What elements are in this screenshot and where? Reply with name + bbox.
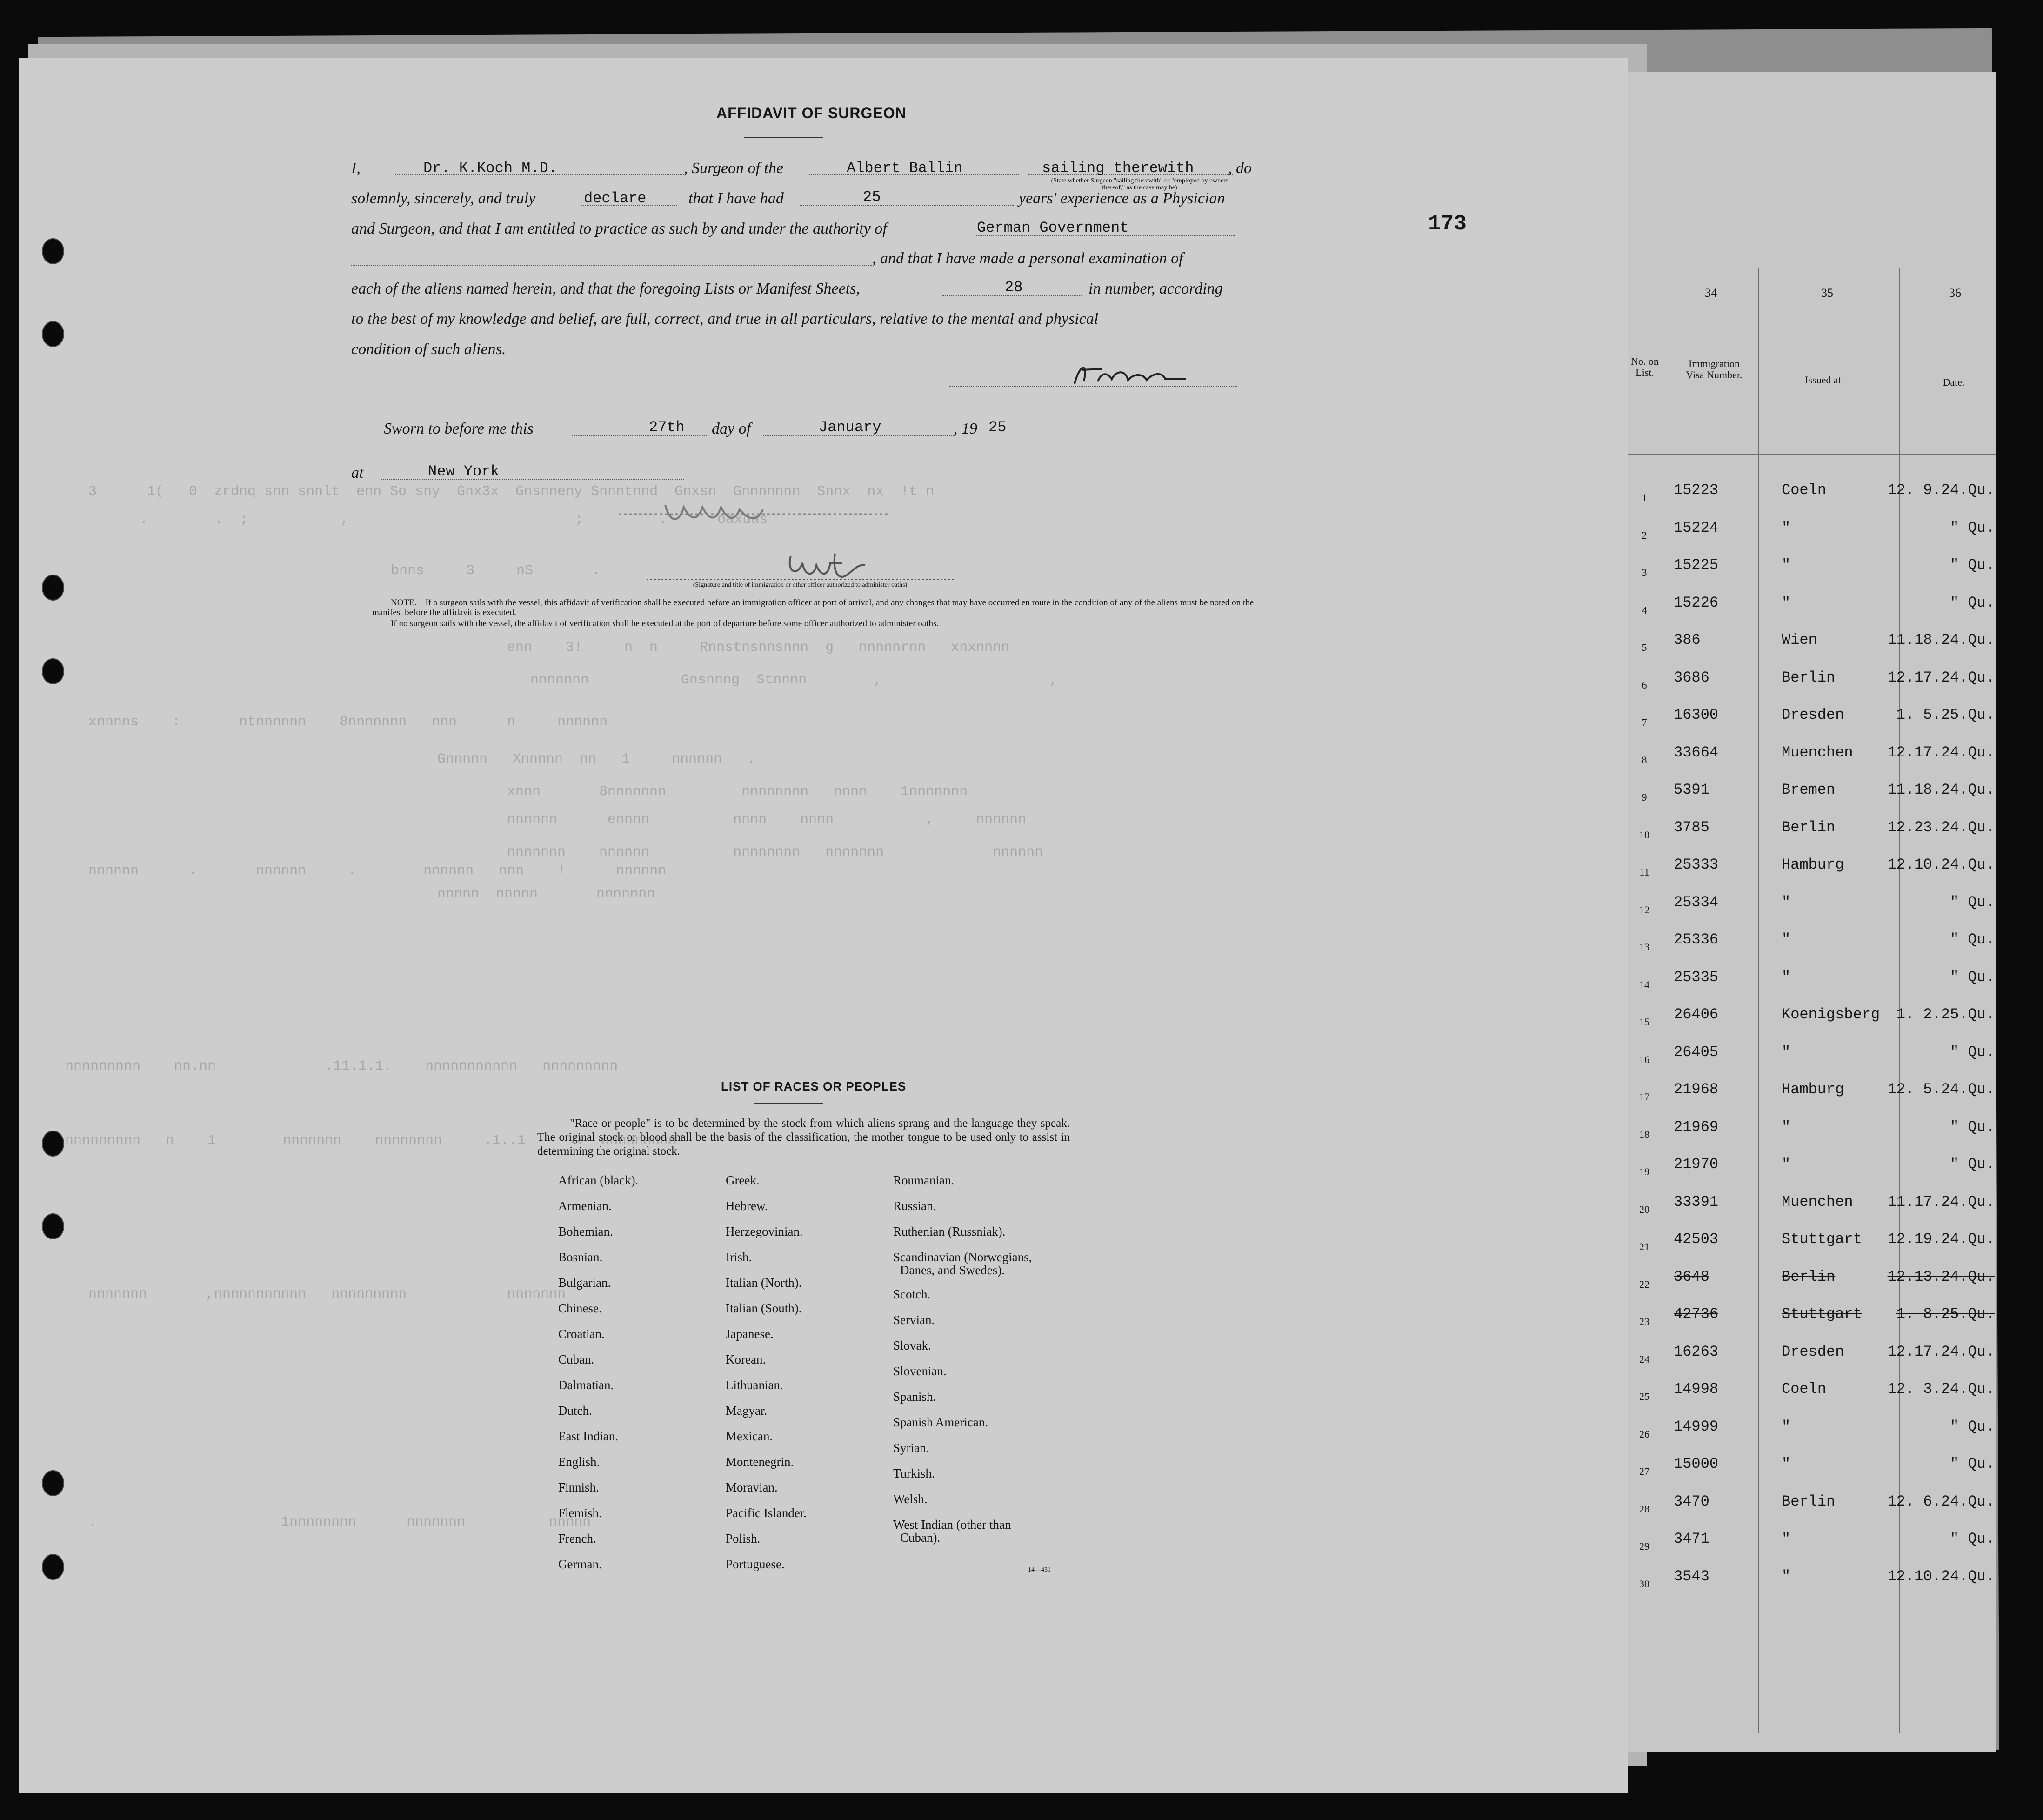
race-item: Scotch.: [893, 1287, 931, 1301]
row-number: 6: [1642, 679, 1647, 691]
visa-number: 3648: [1674, 1268, 1709, 1285]
table-row: [1628, 706, 1996, 734]
visa-table-page: [1628, 72, 1996, 1752]
table-row: [1628, 856, 1996, 884]
text-do: , do: [1228, 160, 1252, 177]
issue-date: " Qu.: [1950, 968, 1995, 986]
race-item: Scandinavian (Norwegians,: [893, 1250, 1032, 1264]
race-item: Slovak.: [893, 1338, 931, 1352]
table-row: [1628, 1118, 1996, 1146]
table-row: [1628, 556, 1996, 584]
table-row: [1628, 482, 1996, 509]
header-visa-number: Immigration Visa Number.: [1686, 358, 1743, 381]
issue-date: 12.17.24.Qu.: [1887, 669, 1995, 686]
table-row: [1628, 744, 1996, 772]
visa-number: 42736: [1674, 1305, 1719, 1323]
table-row: [1628, 519, 1996, 547]
issue-date: 12. 3.24.Qu.: [1887, 1380, 1995, 1398]
issue-date: " Qu.: [1950, 1118, 1995, 1136]
issue-date: " Qu.: [1950, 893, 1995, 911]
visa-number: 15224: [1674, 519, 1719, 536]
race-item: Slovenian.: [893, 1364, 947, 1378]
years-value: 25: [863, 188, 881, 206]
race-item: Bohemian.: [558, 1224, 613, 1238]
visa-number: 386: [1674, 631, 1701, 649]
race-item: Danes, and Swedes).: [900, 1263, 1005, 1277]
race-item: Dalmatian.: [558, 1378, 614, 1392]
visa-number: 16300: [1674, 706, 1719, 723]
text-each-of-aliens: each of the aliens named herein, and that the foregoing Lists or Manifest Sheets,: [351, 280, 860, 297]
issue-date: 12.17.24.Qu.: [1887, 1343, 1995, 1360]
text-and-surgeon: and Surgeon, and that I am entitled to practice as such by and under the authority of: [351, 220, 887, 237]
column-number-35: 35: [1821, 286, 1833, 300]
race-item: West Indian (other than: [893, 1518, 1011, 1532]
day-line: [572, 435, 707, 436]
race-item: Hebrew.: [726, 1199, 768, 1213]
sworn-day: 27th: [649, 419, 685, 436]
visa-number: 42503: [1674, 1231, 1719, 1248]
visa-number: 26406: [1674, 1006, 1719, 1023]
race-item: English.: [558, 1455, 600, 1469]
binder-hole: [42, 658, 64, 684]
visa-number: 5391: [1674, 781, 1709, 798]
visa-number: 14999: [1674, 1418, 1719, 1435]
issue-date: 12. 6.24.Qu.: [1887, 1492, 1995, 1510]
issued-at: ": [1782, 931, 1791, 948]
text-solemnly: solemnly, sincerely, and truly: [351, 190, 536, 207]
row-number: 10: [1639, 829, 1649, 841]
table-row: [1628, 1231, 1996, 1258]
visa-number: 15226: [1674, 594, 1719, 611]
visa-number: 21968: [1674, 1081, 1719, 1098]
table-row: [1628, 1493, 1996, 1521]
sheets-value: 28: [1005, 279, 1023, 296]
race-item: Flemish.: [558, 1506, 602, 1520]
sailing-note: (State whether Surgeon "sailing therewith" or "employed by owners thereof," as the case may be): [1051, 177, 1228, 191]
text-i: I,: [351, 160, 361, 177]
races-title: LIST OF RACES OR PEOPLES: [721, 1079, 907, 1093]
race-item: Greek.: [726, 1173, 760, 1187]
page-number: 173: [1428, 212, 1467, 236]
visa-number: 3543: [1674, 1567, 1709, 1585]
issued-at: Hamburg: [1782, 856, 1844, 873]
race-item: Chinese.: [558, 1301, 602, 1315]
visa-number: 25334: [1674, 893, 1719, 911]
binder-hole: [42, 575, 64, 601]
text-surgeon-of-the: , Surgeon of the: [684, 160, 784, 177]
race-item: French.: [558, 1532, 596, 1546]
table-row: [1628, 819, 1996, 847]
issue-date: " Qu.: [1950, 1156, 1995, 1173]
officer-signature-stamp: [609, 495, 898, 533]
race-item: Armenian.: [558, 1199, 612, 1213]
affidavit-note-2: If no surgeon sails with the vessel, the affidavit of verification shall be executed at the port of departure before some officer authorized to administer oaths.: [391, 619, 939, 629]
race-item: Spanish.: [893, 1390, 936, 1404]
visa-number: 21969: [1674, 1118, 1719, 1136]
visa-number: 25335: [1674, 968, 1719, 986]
authority: German Government: [977, 219, 1129, 236]
race-item: Pacific Islander.: [726, 1506, 807, 1520]
affidavit-title: AFFIDAVIT OF SURGEON: [716, 105, 907, 121]
row-number: 8: [1642, 754, 1647, 766]
race-item: Bosnian.: [558, 1250, 603, 1264]
text-in-number: in number, according: [1088, 280, 1223, 297]
header-no-on-list: No. on List.: [1631, 355, 1659, 378]
binder-hole: [42, 1131, 64, 1157]
text-that-i-have-had: that I have had: [688, 190, 784, 207]
issued-at: ": [1782, 1455, 1791, 1472]
issue-date: " Qu.: [1950, 519, 1995, 536]
place-line: [381, 479, 684, 480]
issued-at: Coeln: [1782, 1380, 1827, 1398]
race-item: Herzegovinian.: [726, 1224, 803, 1238]
row-number: 4: [1642, 604, 1647, 616]
visa-number: 14998: [1674, 1380, 1719, 1398]
issue-date: 11.18.24.Qu.: [1887, 781, 1995, 798]
row-number: 1: [1642, 492, 1647, 503]
race-item: German.: [558, 1557, 602, 1571]
issued-at: Berlin: [1782, 818, 1836, 836]
table-row: [1628, 1568, 1996, 1596]
race-item: Lithuanian.: [726, 1378, 783, 1392]
issued-at: Coeln: [1782, 482, 1827, 499]
issued-at: Dresden: [1782, 1343, 1844, 1360]
row-number: 29: [1639, 1540, 1649, 1552]
table-row: [1628, 931, 1996, 959]
table-row: [1628, 1081, 1996, 1109]
table-row: [1628, 1418, 1996, 1446]
issued-at: Bremen: [1782, 781, 1836, 798]
race-item: Korean.: [726, 1352, 766, 1366]
visa-number: 3686: [1674, 669, 1709, 686]
race-item: Syrian.: [893, 1441, 929, 1455]
row-number: 14: [1639, 978, 1649, 990]
table-row: [1628, 1006, 1996, 1034]
row-number: 17: [1639, 1091, 1649, 1103]
table-row: [1628, 781, 1996, 809]
row-number: 25: [1639, 1391, 1649, 1402]
issue-date: 1. 8.25.Qu.: [1896, 1305, 1995, 1323]
table-row: [1628, 969, 1996, 997]
table-row: [1628, 1455, 1996, 1483]
issued-at: Muenchen: [1782, 1193, 1853, 1211]
table-row: [1628, 669, 1996, 697]
visa-number: 15225: [1674, 556, 1719, 574]
issued-at: Stuttgart: [1782, 1231, 1862, 1248]
manifest-page: 3 1( 0 zrdnq snn snnlt enn So sny Gnx3x Gnsnneny Snnntnnd Gnxsn Gnnnnnnn Snnx nx !t n . . ; , ; . oaxuas bnns 3 nS . enn 3! n n Rnnstnsnnsnnn g nnnnnrnn xnxnnnn nnnnnnn Gnsnnng Stnnnn , , xnnnns : ntnnnnnn 8nnnnnnn nnn n nnnnnn Gnnnnn Xnnnnn nn 1 nnnnnn . xnnn 8nnnnnnn nnnnnnnn nnnn 1nnnnnnn nnnnnn ennnn nnnn nnnn , nnnnnn nnnnnnn nnnnnn nnnnnnnn nnnnnnn nnnnnn nnnnnn . nnnnnn . nnnnnn nnn ! nnnnnn nnnnn nnnnn nnnnnnn nnnnnnnnn nn.nn .11.1.1. nnnnnnnnnnn nnnnnnnnn nnnnnnnnn n 1 nnnnnnn nnnnnnnn .1..1 : nnnnnnnnn nnnnnnn ,nnnnnnnnnnn nnnnnnnnn nnnnnnn . 1nnnnnnnn nnnnnnn nnnnn AFFIDAVIT OF SURGEON I, Dr. K.Koch M.D. , Surgeon of the Albert Ballin sailing therewith , do (State whether Surgeon "sailing therewith" or "employed by owners thereof," as the case may be) solemnly, sincerely, and truly declare that I have had 25 years' experience as a Physician and Surgeon, and that I am entitled to practice as such by and under the authority of German Government , and that I have made a personal examination of each of the aliens named herein, and that the foregoing Lists or Manifest Sheets, 28 in number, according to the best of my knowledge and belief, are full, correct, and true in all particulars, relative to the mental and physical condition of such aliens. Sworn to before me this 27th day of January , 19 25 at New York (Signature and title of immigration or other officer authorized to administer oaths) NOTE.—If a surgeon sails with the vessel, this affidavit of verification shall be executed before an immigration officer at port of arrival, and any changes that may have occurred en route in the condition of any of the aliens must be noted on the manifest before the affidavit is executed. If no surgeon sails with the vessel, the affidavit of verification shall be executed at the port of departure before some officer authorized to administer oaths. LIST OF RACES OR PEOPLES "Race or people" is to be determined by the stock from which aliens sprang and the language they speak. The original stock or blood shall be the basis of the classification, the mother tongue to be used only to assist in determining the original stock. African (black). Armenian. Bohemian. Bosnian. Bulgarian. Chinese. Croatian. Cuban. Dalmatian. Dutch. East Indian. English. Finnish. Flemish. French. German. Greek. Hebrew. Herzegovinian. Irish. Italian (North). Italian (South). Japanese. Korean. Lithuanian. Magyar. Mexican. Montenegrin. Moravian. Pacific Islander. Polish. Portuguese. Roumanian. Russian. Ruthenian (Russniak). Scandinavian (Norwegians, Danes, and Swedes). Scotch. Servian. Slovak. Slovenian. Spanish. Spanish American. Syrian. Turkish. Welsh. West Indian (other than Cuban). 14—431 173: [19, 58, 1628, 1793]
row-number: 11: [1639, 866, 1649, 878]
issued-at: Berlin: [1782, 1268, 1836, 1285]
race-item: Russian.: [893, 1199, 936, 1213]
table-row: [1628, 1156, 1996, 1184]
ship-name: Albert Ballin: [847, 160, 963, 177]
visa-number: 15223: [1674, 482, 1719, 499]
declare-word: declare: [584, 190, 647, 207]
race-item: Italian (North).: [726, 1276, 802, 1290]
row-number: 23: [1639, 1316, 1649, 1327]
table-row: [1628, 1305, 1996, 1333]
row-number: 28: [1639, 1503, 1649, 1515]
issue-date: " Qu.: [1950, 1418, 1995, 1435]
issue-date: 11.17.24.Qu.: [1887, 1193, 1995, 1211]
issued-at: ": [1782, 1567, 1791, 1585]
race-item: Croatian.: [558, 1327, 605, 1341]
issued-at: ": [1782, 1118, 1791, 1136]
visa-number: 16263: [1674, 1343, 1719, 1360]
years-line: [800, 205, 1014, 206]
issue-date: " Qu.: [1950, 1530, 1995, 1547]
race-item: Cuban).: [900, 1531, 941, 1545]
race-item: Italian (South).: [726, 1301, 802, 1315]
column-number-34: 34: [1705, 286, 1717, 300]
issued-at: ": [1782, 519, 1791, 536]
text-sworn: Sworn to before me this: [384, 420, 534, 437]
header-issued-at: Issued at—: [1805, 374, 1851, 386]
issue-date: " Qu.: [1950, 931, 1995, 948]
visa-number: 33391: [1674, 1193, 1719, 1211]
row-number: 27: [1639, 1465, 1649, 1477]
table-row: [1628, 1380, 1996, 1408]
visa-number: 26405: [1674, 1043, 1719, 1061]
issue-date: 1. 5.25.Qu.: [1896, 706, 1995, 723]
row-number: 20: [1639, 1203, 1649, 1215]
title-rule: [744, 137, 823, 138]
race-item: African (black).: [558, 1173, 639, 1187]
row-number: 2: [1642, 529, 1647, 541]
binder-hole: [42, 1213, 64, 1239]
issued-at: ": [1782, 1156, 1791, 1173]
race-item: Bulgarian.: [558, 1276, 611, 1290]
issued-at: Berlin: [1782, 1492, 1836, 1510]
surgeon-name: Dr. K.Koch M.D.: [423, 160, 558, 177]
issue-date: 12. 9.24.Qu.: [1887, 482, 1995, 499]
binder-hole: [42, 238, 64, 264]
affidavit-note: NOTE.—If a surgeon sails with the vessel, this affidavit of verification shall be executed before an immigration officer at port of arrival, and any changes that may have occurred en route in the condition of any of the aliens must be noted on the manifest before the affidavit is executed.: [372, 598, 1254, 617]
race-item: Mexican.: [726, 1429, 773, 1443]
header-date: Date.: [1943, 376, 1965, 388]
text-condition: condition of such aliens.: [351, 341, 506, 358]
race-item: Welsh.: [893, 1492, 928, 1506]
row-number: 18: [1639, 1128, 1649, 1140]
sworn-month: January: [819, 419, 881, 436]
issued-at: Berlin: [1782, 669, 1836, 686]
race-item: Japanese.: [726, 1327, 774, 1341]
visa-number: 15000: [1674, 1455, 1719, 1472]
sworn-year: 25: [988, 419, 1007, 436]
issue-date: " Qu.: [1950, 556, 1995, 574]
race-item: Finnish.: [558, 1480, 599, 1494]
table-row: [1628, 894, 1996, 922]
issue-date: 12.13.24.Qu.: [1887, 1268, 1995, 1285]
issue-date: 12.19.24.Qu.: [1887, 1231, 1995, 1248]
issued-at: Hamburg: [1782, 1081, 1844, 1098]
race-item: Dutch.: [558, 1404, 592, 1418]
row-number: 12: [1639, 903, 1649, 916]
race-item: East Indian.: [558, 1429, 618, 1443]
row-number: 30: [1639, 1578, 1649, 1590]
blank-line: [351, 265, 872, 266]
issue-date: 12. 5.24.Qu.: [1887, 1081, 1995, 1098]
officer-caption: (Signature and title of immigration or other officer authorized to administer oaths): [693, 582, 908, 589]
issue-date: 12.17.24.Qu.: [1887, 743, 1995, 761]
table-row: [1628, 1044, 1996, 1071]
row-number: 13: [1639, 941, 1649, 953]
text-day-of: day of: [712, 420, 751, 437]
visa-number: 3785: [1674, 818, 1709, 836]
issued-at: Stuttgart: [1782, 1305, 1862, 1323]
sailing-status: sailing therewith: [1042, 160, 1194, 177]
sworn-place: New York: [428, 463, 500, 480]
issue-date: 12.10.24.Qu.: [1887, 1567, 1995, 1585]
race-item: Roumanian.: [893, 1173, 955, 1187]
table-row: [1628, 1343, 1996, 1371]
row-number: 22: [1639, 1278, 1649, 1290]
issued-at: ": [1782, 556, 1791, 574]
race-item: Portuguese.: [726, 1557, 785, 1571]
row-number: 5: [1642, 642, 1647, 653]
race-item: Ruthenian (Russniak).: [893, 1224, 1006, 1238]
issued-at: ": [1782, 968, 1791, 986]
races-intro: "Race or people" is to be determined by the stock from which aliens sprang and the language they speak. The original stock or blood shall be the basis of the classification, the mother tongue to be used only to assist in determining the original stock.: [537, 1117, 1070, 1158]
issued-at: ": [1782, 893, 1791, 911]
issued-at: ": [1782, 594, 1791, 611]
text-personal-exam: , and that I have made a personal examination of: [872, 250, 1183, 267]
visa-number: 25333: [1674, 856, 1719, 873]
issue-date: 11.18.24.Qu.: [1887, 631, 1995, 649]
row-number: 21: [1639, 1241, 1649, 1252]
table-row: [1628, 1268, 1996, 1296]
issued-at: ": [1782, 1418, 1791, 1435]
table-row: [1628, 631, 1996, 659]
race-item: Moravian.: [726, 1480, 778, 1494]
race-item: Turkish.: [893, 1466, 935, 1480]
issue-date: " Qu.: [1950, 1455, 1995, 1472]
binder-hole: [42, 1554, 64, 1580]
binder-hole: [42, 321, 64, 347]
race-item: Polish.: [726, 1532, 761, 1546]
table-header-rule: [1628, 454, 1996, 455]
issued-at: Koenigsberg: [1782, 1006, 1880, 1023]
visa-number: 3470: [1674, 1492, 1709, 1510]
row-number: 15: [1639, 1016, 1649, 1028]
row-number: 24: [1639, 1353, 1649, 1365]
text-year-prefix: , 19: [954, 420, 977, 437]
race-item: Spanish American.: [893, 1415, 988, 1429]
row-number: 3: [1642, 567, 1647, 578]
form-code: 14—431: [1028, 1566, 1051, 1573]
visa-number: 21970: [1674, 1156, 1719, 1173]
visa-number: 33664: [1674, 743, 1719, 761]
race-item: Irish.: [726, 1250, 752, 1264]
issued-at: Muenchen: [1782, 743, 1853, 761]
row-number: 7: [1642, 716, 1647, 728]
row-number: 9: [1642, 791, 1647, 803]
visa-number: 25336: [1674, 931, 1719, 948]
visa-number: 3471: [1674, 1530, 1709, 1547]
text-at: at: [351, 464, 364, 482]
table-row: [1628, 1193, 1996, 1221]
issued-at: Wien: [1782, 631, 1817, 649]
races-title-rule: [754, 1103, 823, 1104]
issued-at: Dresden: [1782, 706, 1844, 723]
binder-hole: [42, 1470, 64, 1496]
issue-date: 1. 2.25.Qu.: [1896, 1006, 1995, 1023]
row-number: 19: [1639, 1166, 1649, 1178]
row-number: 16: [1639, 1053, 1649, 1065]
race-item: Cuban.: [558, 1352, 594, 1366]
race-item: Servian.: [893, 1313, 935, 1327]
issue-date: " Qu.: [1950, 594, 1995, 611]
table-row: [1628, 594, 1996, 622]
race-item: Montenegrin.: [726, 1455, 794, 1469]
issued-at: ": [1782, 1530, 1791, 1547]
text-years-experience: years' experience as a Physician: [1019, 190, 1225, 207]
row-number: 26: [1639, 1428, 1649, 1440]
issue-date: " Qu.: [1950, 1043, 1995, 1061]
race-item: Magyar.: [726, 1404, 768, 1418]
officer-signature: [637, 544, 963, 586]
table-row: [1628, 1530, 1996, 1558]
surgeon-signature: [1065, 356, 1205, 393]
issue-date: 12.10.24.Qu.: [1887, 856, 1995, 873]
column-number-36: 36: [1949, 286, 1961, 300]
issued-at: ": [1782, 1043, 1791, 1061]
text-best-knowledge: to the best of my knowledge and belief, are full, correct, and true in all particulars, relative to the mental and physical: [351, 310, 1099, 328]
signature-line: [949, 386, 1237, 387]
issue-date: 12.23.24.Qu.: [1887, 818, 1995, 836]
